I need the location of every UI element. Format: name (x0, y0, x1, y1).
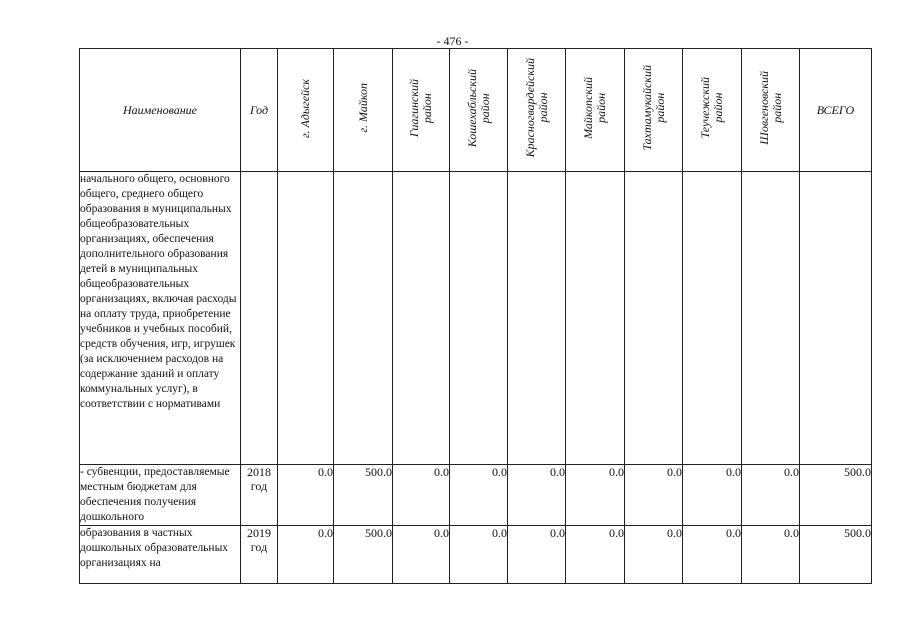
page-number: - 476 - (436, 34, 469, 48)
value-cell: 0.0 (625, 526, 683, 584)
value-cell: 0.0 (450, 526, 508, 584)
col-header-koshekhablsky: Кошехабльский район (450, 49, 508, 172)
value-cell: 0.0 (508, 526, 566, 584)
col-header-name: Наименование (80, 49, 241, 172)
total-cell: 500.0 (800, 526, 872, 584)
value-cell: 0.0 (625, 465, 683, 526)
value-cell: 0.0 (683, 526, 742, 584)
table-row-description (80, 172, 872, 465)
col-header-maykop-city: г. Майкоп (334, 49, 393, 172)
value-cell: 0.0 (742, 526, 800, 584)
col-header-total: ВСЕГО (800, 49, 872, 172)
table-row (80, 465, 872, 526)
continuation-text: начального общего, основного общего, среднего общего образования в муниципальных общеобразовательных организациях, обеспечения дополнительного образования детей в муниципальных общеобразовательных организациях, включая расходы на оплату труда, приобретение учебников и учебных пособий, средств обучения, игр, игрушек (за исключением расходов на содержание зданий и оплату коммунальных услуг), в соответствии с нормативами (80, 172, 241, 465)
header-row (80, 49, 872, 172)
col-header-krasnogvardeysky: Красногвардейский район (508, 49, 566, 172)
col-header-takhtamukaysky: Тахтамукайский район (625, 49, 683, 172)
value-cell: 0.0 (450, 465, 508, 526)
value-cell: 0.0 (278, 465, 334, 526)
value-cell: 0.0 (393, 526, 450, 584)
year-cell: 2018 год (241, 465, 278, 526)
value-cell: 0.0 (278, 526, 334, 584)
subvention-name-part2: образования в частных дошкольных образовательных организациях на (80, 526, 241, 584)
budget-table (79, 48, 872, 584)
subvention-name-part1: - субвенции, предоставляемые местным бюджетам для обеспечения получения дошкольного (80, 465, 241, 526)
total-cell: 500.0 (800, 465, 872, 526)
value-cell: 0.0 (566, 465, 625, 526)
value-cell: 500.0 (334, 465, 393, 526)
value-cell: 500.0 (334, 526, 393, 584)
col-header-maykopsky: Майкопский район (566, 49, 625, 172)
col-header-shovgenovsky: Шовгеновский район (742, 49, 800, 172)
value-cell: 0.0 (566, 526, 625, 584)
col-header-teuchezhsky: Теучежский район (683, 49, 742, 172)
col-header-adygeysk: г. Адыгейск (278, 49, 334, 172)
table-row (80, 526, 872, 584)
value-cell: 0.0 (683, 465, 742, 526)
value-cell: 0.0 (508, 465, 566, 526)
value-cell: 0.0 (742, 465, 800, 526)
col-header-giaginsky: Гиагинский район (393, 49, 450, 172)
year-cell: 2019 год (241, 526, 278, 584)
value-cell: 0.0 (393, 465, 450, 526)
col-header-year: Год (241, 49, 278, 172)
